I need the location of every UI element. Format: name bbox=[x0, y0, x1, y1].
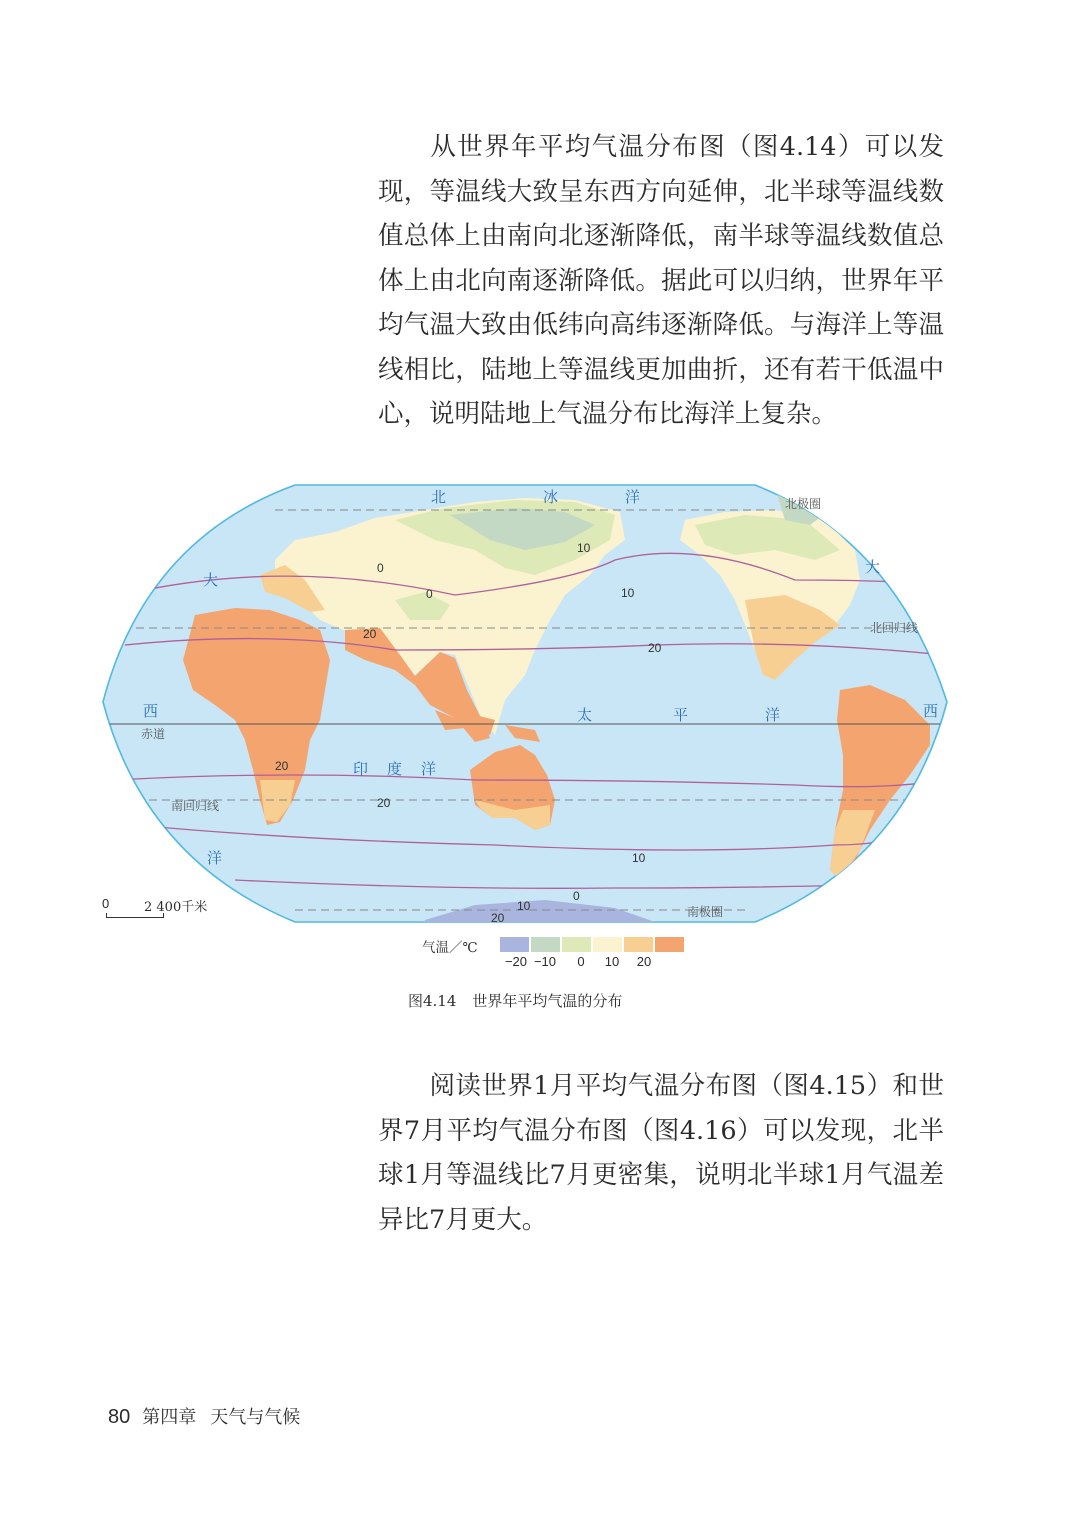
ocean-label-atlantic-left-1: 大 bbox=[203, 571, 219, 589]
arctic-circle-label: 北极圈 bbox=[785, 497, 822, 511]
isotherm-label: 10 bbox=[632, 851, 646, 865]
temperature-legend bbox=[422, 936, 722, 976]
legend-tick: −20 bbox=[504, 954, 528, 969]
legend-swatch bbox=[531, 937, 560, 952]
chapter-number: 第四章 bbox=[142, 1407, 197, 1428]
chapter-title: 天气与气候 bbox=[210, 1407, 301, 1428]
map-scale-bar bbox=[100, 896, 230, 926]
scale-zero-label: 0 bbox=[102, 896, 110, 911]
legend-swatch bbox=[500, 937, 529, 952]
antarctic-circle-label: 南极圈 bbox=[687, 905, 724, 919]
isotherm-label: 0 bbox=[426, 587, 433, 601]
isotherm-label: 20 bbox=[363, 627, 377, 641]
isotherm-label: 10 bbox=[577, 541, 591, 555]
paragraph-text: 阅读世界1月平均气温分布图（图4.15）和世界7月平均气温分布图（图4.16）可以发现，北半球1月等温线比7月更密集，说明北半球1月气温差异比7月更大。 bbox=[378, 1071, 944, 1235]
figure-caption bbox=[408, 990, 622, 1011]
ocean-label-indian-3: 洋 bbox=[421, 760, 437, 778]
isotherm-label: 20 bbox=[648, 641, 662, 655]
ocean-label-indian-1: 印 bbox=[353, 760, 369, 778]
isotherm-label: 0 bbox=[573, 889, 580, 903]
page-number: 80 bbox=[108, 1406, 131, 1428]
ocean-label-pacific-2: 平 bbox=[673, 706, 689, 724]
scale-distance-label: 2 400千米 bbox=[144, 900, 208, 915]
legend-tick: −10 bbox=[533, 954, 557, 969]
isotherm-label: 10 bbox=[621, 586, 635, 600]
tropic-cancer-label: 北回归线 bbox=[870, 621, 919, 635]
page-footer bbox=[108, 1403, 300, 1429]
body-paragraph bbox=[378, 1064, 944, 1242]
figure-title: 世界年平均气温的分布 bbox=[472, 992, 623, 1010]
ocean-label-pacific-1: 太 bbox=[577, 706, 593, 724]
legend-tick: 20 bbox=[636, 954, 652, 969]
legend-tick: 0 bbox=[577, 954, 585, 969]
ocean-label-atlantic-right-2: 西 bbox=[923, 702, 939, 720]
ocean-label-atlantic-left-2: 西 bbox=[143, 702, 159, 720]
ocean-label-atlantic-left-3: 洋 bbox=[207, 849, 223, 867]
body-paragraph bbox=[378, 125, 944, 437]
paragraph-text: 从世界年平均气温分布图（图4.14）可以发现，等温线大致呈东西方向延伸，北半球等温线数值总体上由南向北逐渐降低，南半球等温线数值总体上由北向南逐渐降低。据此可以归纳，世界年平均气温大致由低纬向高纬逐渐降低。与海洋上等温线相比，陆地上等温线更加曲折，还有若干低温中心，说明陆地上气温分布比海洋上复杂。 bbox=[378, 132, 944, 429]
ocean-label-arctic-1: 北 bbox=[431, 488, 447, 506]
ocean-label-indian-2: 度 bbox=[387, 760, 403, 778]
legend-swatch bbox=[655, 937, 684, 952]
world-temperature-map bbox=[95, 480, 955, 940]
legend-swatch bbox=[562, 937, 591, 952]
ocean-label-arctic-3: 洋 bbox=[625, 488, 641, 506]
isotherm-label: 20 bbox=[275, 759, 289, 773]
tropic-capricorn-label: 南回归线 bbox=[171, 799, 220, 813]
ocean-label-atlantic-right-1: 大 bbox=[865, 558, 881, 576]
ocean-label-pacific-3: 洋 bbox=[765, 706, 781, 724]
legend-swatch bbox=[624, 937, 653, 952]
figure-number: 图4.14 bbox=[408, 992, 457, 1010]
equator-label: 赤道 bbox=[141, 727, 166, 741]
legend-tick: 10 bbox=[604, 954, 620, 969]
isotherm-label: 10 bbox=[517, 899, 531, 913]
scale-line bbox=[106, 913, 164, 918]
ocean-label-arctic-2: 冰 bbox=[543, 488, 559, 506]
isotherm-label: 0 bbox=[377, 561, 384, 575]
legend-swatch bbox=[593, 937, 622, 952]
isotherm-label: 20 bbox=[491, 911, 505, 925]
isotherm-label: 20 bbox=[377, 796, 391, 810]
legend-title: 气温／℃ bbox=[422, 940, 478, 956]
